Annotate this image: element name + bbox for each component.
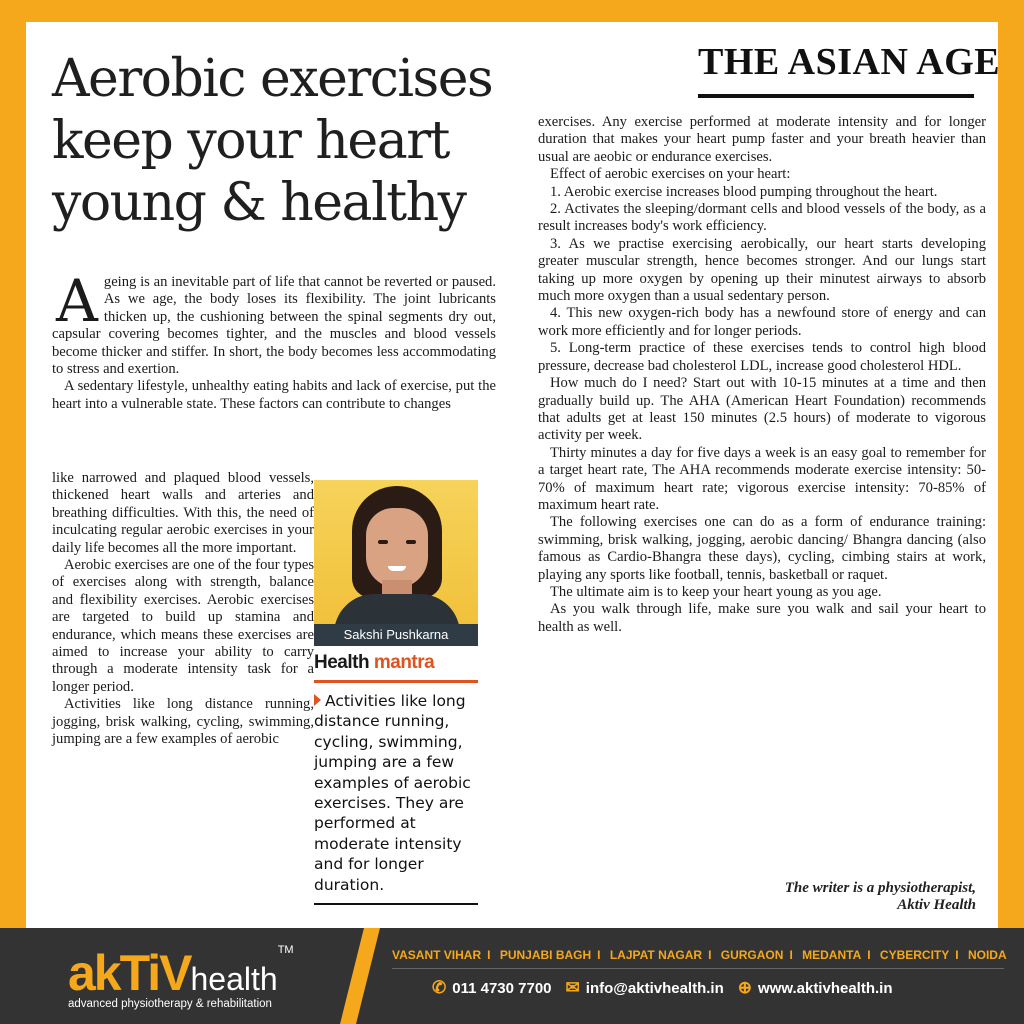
paragraph-activities: Activities like long distance running, jogging, brisk walking, cycling, swimming, jumping are a few examples of aerobic <box>52 696 314 748</box>
headline-line-3: young & healthy <box>52 173 466 233</box>
intro-paragraph <box>52 267 496 378</box>
paragraph-sedentary: A sedentary lifestyle, unhealthy eating habits and lack of exercise, put the heart into a vulnerable state. These factors can contribute to changes <box>52 378 496 412</box>
newspaper-clipping <box>26 22 1001 928</box>
triangle-bullet-icon <box>314 694 321 706</box>
pull-quote-text: Activities like long distance running, cycling, swimming, jumping are a few examples of aerobic exercises. They are performed at moderate intensity and for longer duration. <box>314 692 471 894</box>
article-column-1 <box>52 470 314 749</box>
newspaper-masthead: THE ASIAN AGE <box>698 41 1001 83</box>
byline-line-2: Aktiv Health <box>897 897 976 913</box>
byline-line-1: The writer is a physiotherapist, <box>784 880 976 896</box>
paragraph-thirty-minutes: Thirty minutes a day for five days a week is an easy goal to remember for a target heart rate, The AHA recommends moderate exercise intensity: 50-70% of maximum heart rate; vigorous exercise intensity: 70-85% of maximum heart rate. <box>538 444 986 513</box>
mantra-word-mantra: mantra <box>373 652 435 673</box>
location-item: GURGAON <box>720 948 784 962</box>
health-mantra-sidebar <box>314 480 478 905</box>
globe-icon: ⊕ <box>737 978 753 997</box>
effect-item-4: 4. This new oxygen-rich body has a newfound store of energy and can work more efficiently and for longer periods. <box>538 305 986 339</box>
footer-banner <box>0 928 1024 1024</box>
website-contact[interactable] <box>738 978 893 998</box>
intro-text: geing is an inevitable part of life that cannot be reverted or paused. As we age, the body loses its flexibility. The joint lubricants thicken up, the cushioning between the spinal segments dry out, capsular covering becomes tighter, and the muscles and blood vessels become thicker and stiffer. In short, the body becomes less accommodating to stress and exertion. <box>52 274 496 378</box>
article-headline <box>52 48 492 234</box>
masthead-rule <box>698 94 974 98</box>
location-item: PUNJABI BAGH <box>499 948 592 962</box>
author-photo <box>314 480 478 624</box>
email-contact[interactable] <box>566 978 724 998</box>
location-item: VASANT VIHAR <box>392 948 482 962</box>
paragraph-walk-through-life: As you walk through life, make sure you walk and sail your heart to health as well. <box>538 601 986 635</box>
article-column-2 <box>538 114 986 636</box>
effect-item-2: 2. Activates the sleeping/dormant cells and blood vessels of the body, as a result increases body's work efficiency. <box>538 201 986 235</box>
website-url: www.aktivhealth.in <box>758 979 893 997</box>
location-item: CYBERCITY <box>879 948 950 962</box>
effect-item-5: 5. Long-term practice of these exercises tends to control high blood pressure, decrease bad cholesterol LDL, increase good cholesterol HDL. <box>538 340 986 374</box>
paragraph-exercises: exercises. Any exercise performed at moderate intensity and for longer duration that makes your heart pump faster and your breath heavier than usual are aeobic or endurance exercises. <box>538 114 986 165</box>
health-mantra-heading <box>314 652 478 683</box>
clinic-locations: VASANT VIHAR I PUNJABI BAGH I LAJPAT NAGAR I GURGAON I MEDANTA I CYBERCITY I NOIDA <box>392 948 1007 962</box>
author-byline <box>646 880 976 914</box>
effect-item-1: 1. Aerobic exercise increases blood pumping throughout the heart. <box>550 183 938 200</box>
aktiv-health-logo <box>68 938 308 1018</box>
footer-rule <box>392 968 1004 969</box>
pull-quote <box>314 691 478 895</box>
location-item: LAJPAT NAGAR <box>609 948 703 962</box>
effect-heading: Effect of aerobic exercises on your heart: <box>550 166 791 183</box>
article-intro <box>52 267 496 413</box>
headline-line-2: keep your heart <box>52 111 449 171</box>
divider-slash <box>340 928 380 1024</box>
phone-contact[interactable] <box>432 978 552 998</box>
logo-trademark: TM <box>277 944 294 956</box>
paragraph-sedentary-cont: like narrowed and plaqued blood vessels, thickened heart walls and arteries and breathing difficulties. With this, the need of inculcating regular aerobic exercises in your daily life becomes all the more important. <box>52 470 314 556</box>
dropcap-letter: A <box>56 267 98 335</box>
logo-health-text: health <box>190 961 278 997</box>
headline-line-1: Aerobic exercises <box>52 49 493 109</box>
paragraph-aerobic-types: Aerobic exercises are one of the four types of exercises along with strength, balance and flexibility exercises. Aerobic exercises are targeted to build up stamina and endurance, which means these exercises are aimed to increase your ability to carry through a moderate intensity task for a longer period. <box>52 557 315 695</box>
email-address: info@aktivhealth.in <box>585 979 724 997</box>
mantra-word-health: Health <box>314 652 370 673</box>
logo-aktiv-text: akTiV <box>68 945 191 1001</box>
effect-item-3: 3. As we practise exercising aerobically, our heart starts developing greater muscular strength, hence becomes stronger. And our lungs start taking up more oxygen by opening up their minutest airways to absorb much more oxygen than a usual sedentary person. <box>538 235 986 305</box>
author-name: Sakshi Pushkarna <box>314 624 478 646</box>
phone-icon: ✆ <box>432 978 447 997</box>
paragraph-ultimate-aim: The ultimate aim is to keep your heart young as you age. <box>550 583 882 600</box>
sidebar-rule <box>314 903 478 905</box>
mail-icon: ✉ <box>565 978 580 997</box>
paragraph-how-much: How much do I need? Start out with 10-15 minutes at a time and then gradually build up. The AHA (American Heart Foundation) recommends that adults get at least 150 minutes (2.5 hours) of moderate to vigorous activity per week. <box>538 375 986 444</box>
paragraph-following-exercises: The following exercises one can do as a form of endurance training: swimming, brisk walking, jogging, aerobic dancing/ Bhangra dancing (also famous as Cardio-Bhangra these days), cycling, cimbing stairs at work, playing any sports like football, tennis, basketball or raquet. <box>538 514 986 583</box>
location-item: NOIDA <box>967 948 1007 962</box>
logo-tagline: advanced physiotherapy & rehabilitation <box>68 998 272 1010</box>
phone-number: 011 4730 7700 <box>452 979 552 997</box>
location-item: MEDANTA <box>802 948 862 962</box>
contact-row <box>432 978 1012 998</box>
